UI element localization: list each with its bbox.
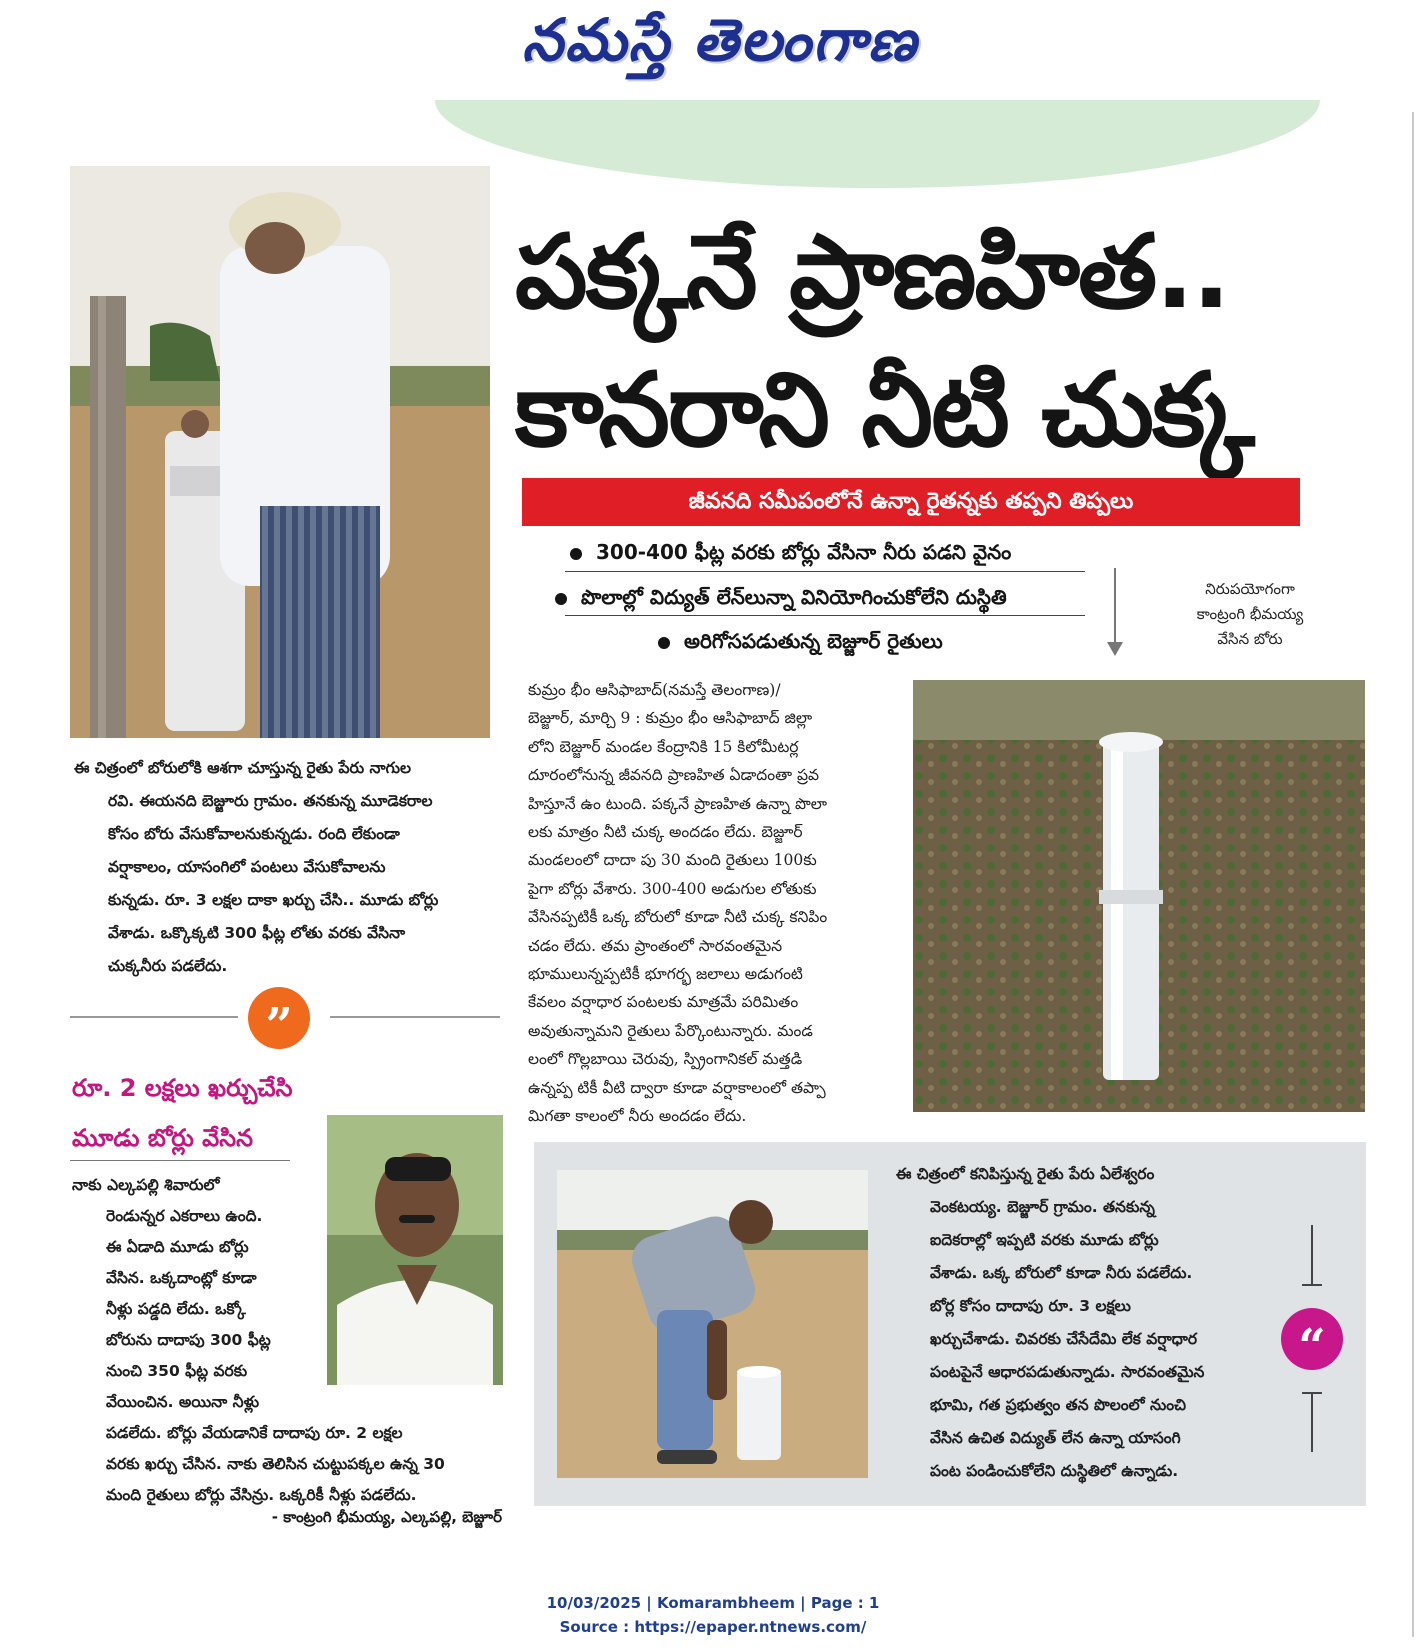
caption-line: కున్నడు. రూ. 3 లక్షల దాకా ఖర్చు చేసి.. మూడు బోర్లు [108, 891, 439, 909]
caption-line: ఖర్చుచేశాడు. చివరకు చేసేదేమి లేక వర్షాధార [930, 1330, 1198, 1348]
caption-line: పంట పండించుకోలేని దుస్థితిలో ఉన్నాడు. [930, 1462, 1179, 1480]
article-line: పైగా బోర్లు వేశారు. 300-400 అడుగుల లోతుకు [528, 879, 817, 898]
caption-line: కోసం బోరు వేసుకోవాలనుకున్నడు. రంది లేకుండా [108, 825, 400, 843]
caption-line: వేశాడు. ఒక్కొక్కటి 300 ఫీట్ల లోతు వరకు వేసినా [108, 924, 406, 942]
quote-line: మంది రైతులు బోర్లు వేసిన్రు. ఒక్కరికీ నీళ్లు పడలేదు. [106, 1486, 417, 1504]
article-line: ఉన్నప్ప టికీ వీటి ద్వారా కూడా వర్షాకాలంలో తప్పా [528, 1078, 826, 1097]
quote-line: వేయించిన. అయినా నీళ్లు [106, 1393, 260, 1411]
bullet-item [658, 624, 943, 658]
subheadline-band: జీవనది సమీపంలోనే ఉన్నా రైతన్నకు తప్పని తిప్పలు [522, 478, 1300, 526]
column-divider [1412, 112, 1414, 1637]
article-line: బెజ్జూర్‌, మార్చి 9 : కుమ్రం భీం ఆసిఫాబాద్‌ జిల్లా [528, 709, 813, 728]
article-line: లకు మాత్రం నీటి చుక్క అందడం లేదు. బెజ్జూర్‌ [528, 823, 803, 842]
divider [565, 615, 1085, 616]
arrow-line [1114, 568, 1116, 650]
bullet-item [570, 535, 1011, 569]
headline-line-1: పక్కనే ప్రాణహిత.. [515, 213, 1229, 332]
caption-line: నిరుపయోగంగా [1205, 580, 1295, 598]
divider [70, 1016, 238, 1018]
article-line: భూములున్నప్పటికీ భూగర్భ జలాలు అడుగంటి [528, 965, 803, 984]
decorative-arc [435, 100, 1320, 188]
divider [1302, 1284, 1322, 1286]
photo-farmer-nagula-ravi [70, 166, 490, 738]
bullet-item [555, 580, 1007, 614]
caption-line: వేశాడు. ఒక్క బోరులో కూడా నీరు పడలేదు. [930, 1264, 1193, 1282]
caption-line: పంటపైనే ఆధారపడుతున్నాడు. సారవంతమైన [930, 1363, 1205, 1381]
caption-line: రవి. ఈయనది బెజ్జూరు గ్రామం. తనకున్న మూడెకరాల [108, 792, 433, 810]
caption-line: వేసిన ఉచిత విద్యుత్‌ లేన ఉన్నా యాసంగి [930, 1429, 1181, 1447]
quote-line: నాకు ఎల్కపల్లి శివారులో [72, 1176, 220, 1194]
footer-date-edition: 10/03/2025 | Komarambheem | Page : 1 [546, 1594, 880, 1612]
article-line: వేసినప్పటికీ ఒక్క బోరులో కూడా నీటి చుక్క కనిపిం [528, 908, 828, 927]
quote-line: బోరును దాదాపు 300 ఫీట్ల [106, 1331, 271, 1349]
article-line: హిస్తూనే ఉం టుంది. పక్కనే ప్రాణహిత ఉన్నా పొలా [528, 794, 827, 813]
caption-line: కాంట్రంగి భీమయ్య [1196, 605, 1304, 623]
caption-line: ఈ చిత్రంలో కనిపిస్తున్న రైతు పేరు ఏలేశ్వరం [896, 1165, 1155, 1183]
caption-line: వేసిన బోరు [1217, 630, 1283, 648]
article-line: మండలంలో దాదా పు 30 మంది రైతులు 100కు [528, 851, 817, 870]
opening-quote-icon: “ [1281, 1308, 1343, 1370]
closing-quote-icon: ” [248, 987, 310, 1049]
subhead-line: మూడు బోర్లు వేసిన [72, 1124, 253, 1152]
caption-line: ఈ చిత్రంలో బోరులోకి ఆశగా చూస్తున్న రైతు పేరు నాగుల [74, 759, 411, 777]
quote-line: రెండున్నర ఎకరాలు ఉంది. [106, 1207, 263, 1225]
article-line: లోని బెజ్జూర్‌ మండల కేంద్రానికి 15 కిలోమీటర్ల [528, 737, 799, 756]
quote-body [72, 1170, 506, 1511]
article-line: దూరంలోనున్న జీవనది ప్రాణహిత ఏడాదంతా ప్రవ [528, 766, 819, 785]
caption-line: బోర్ల కోసం దాదాపు రూ. 3 లక్షలు [930, 1297, 1131, 1315]
bullet-text: పొలాల్లో విద్యుత్‌ లేన్‌లున్నా వినియోగించుకోలేని దుస్థితి [581, 585, 1007, 609]
quote-line: ఈ ఏడాది మూడు బోర్లు [106, 1238, 249, 1256]
article-line: కుమ్రం భీం ఆసిఫాబాద్‌(నమస్తే తెలంగాణ)/ [528, 681, 781, 699]
subhead-line: రూ. 2 లక్షలు ఖర్చుచేసి [72, 1074, 293, 1102]
bullet-dot-icon [570, 548, 582, 560]
headline-line-2: కానరాని నీటి చుక్క [515, 351, 1253, 470]
divider [1311, 1392, 1313, 1452]
caption-line: భూమి, గత ప్రభుత్వం తన పొలంలో నుంచి [930, 1396, 1186, 1414]
footer-source: Source : https://epaper.ntnews.com/ [559, 1618, 867, 1636]
divider [565, 571, 1085, 572]
masthead-logo: నమస్తే తెలంగాణ [522, 6, 918, 74]
quote-line: పడలేదు. బోర్లు వేయడానికే దాదాపు రూ. 2 లక్షల [106, 1424, 403, 1442]
caption-line: చుక్కనీరు పడలేదు. [108, 957, 228, 975]
article-line: అవుతున్నామని రైతులు పేర్కొంటున్నారు. మండ [528, 1021, 813, 1040]
quote-line: వరకు ఖర్చు చేసిన. నాకు తెలిసిన చుట్టుపక్కల ఉన్న 30 [106, 1455, 445, 1473]
photo-caption-nagula-ravi [74, 752, 503, 983]
photo-farmer-yeleshwaram-venkataiah [557, 1170, 868, 1478]
photo-caption-venkataiah [896, 1158, 1310, 1488]
divider [330, 1016, 500, 1018]
caption-line: వర్షాకాలం, యాసంగిలో పంటలు వేసుకోవాలను [108, 858, 386, 876]
article-line: లంలో గొల్లబాయి చెరువు, స్ప్రింగానికల్‌ మత్తడి [528, 1050, 803, 1069]
quote-signature: - కాంట్రంగి భీమయ్య, ఎల్కపల్లి, బెజ్జూర్‌ [271, 1508, 502, 1526]
divider [1311, 1225, 1313, 1285]
article-line: కేవలం వర్షాధార పంటలకు మాత్రమే పరిమితం [528, 993, 799, 1012]
quote-line: నీళ్లు పడ్డది లేదు. ఒక్కో [106, 1300, 246, 1318]
main-article [528, 676, 880, 1131]
caption-line: ఐదెకరాల్లో ఇప్పటి వరకు మూడు బోర్లు [930, 1231, 1159, 1249]
article-line: చడం లేదు. తమ ప్రాంతంలో సారవంతమైన [528, 936, 783, 955]
quote-line: నుంచి 350 ఫీట్ల వరకు [106, 1362, 248, 1380]
bullet-dot-icon [555, 593, 567, 605]
bullet-text: అరిగోసపడుతున్న బెజ్జూర్‌ రైతులు [684, 629, 943, 653]
photo-side-caption [1160, 577, 1340, 652]
divider [70, 1160, 290, 1161]
headline [515, 210, 1395, 474]
quote-line: వేసిన. ఒక్కదాంట్లో కూడా [106, 1269, 257, 1287]
quote-subhead [72, 1063, 292, 1163]
arrow-down-icon [1107, 642, 1123, 656]
bullet-dot-icon [658, 637, 670, 649]
article-line: మిగతా కాలంలో నీరు అందడం లేదు. [528, 1107, 747, 1126]
photo-unused-borewell [913, 680, 1365, 1112]
bullet-text: 300-400 ఫీట్ల వరకు బోర్లు వేసినా నీరు పడని వైనం [596, 540, 1012, 564]
caption-line: వెంకటయ్య. బెజ్జూర్‌ గ్రామం. తనకున్న [930, 1198, 1155, 1216]
